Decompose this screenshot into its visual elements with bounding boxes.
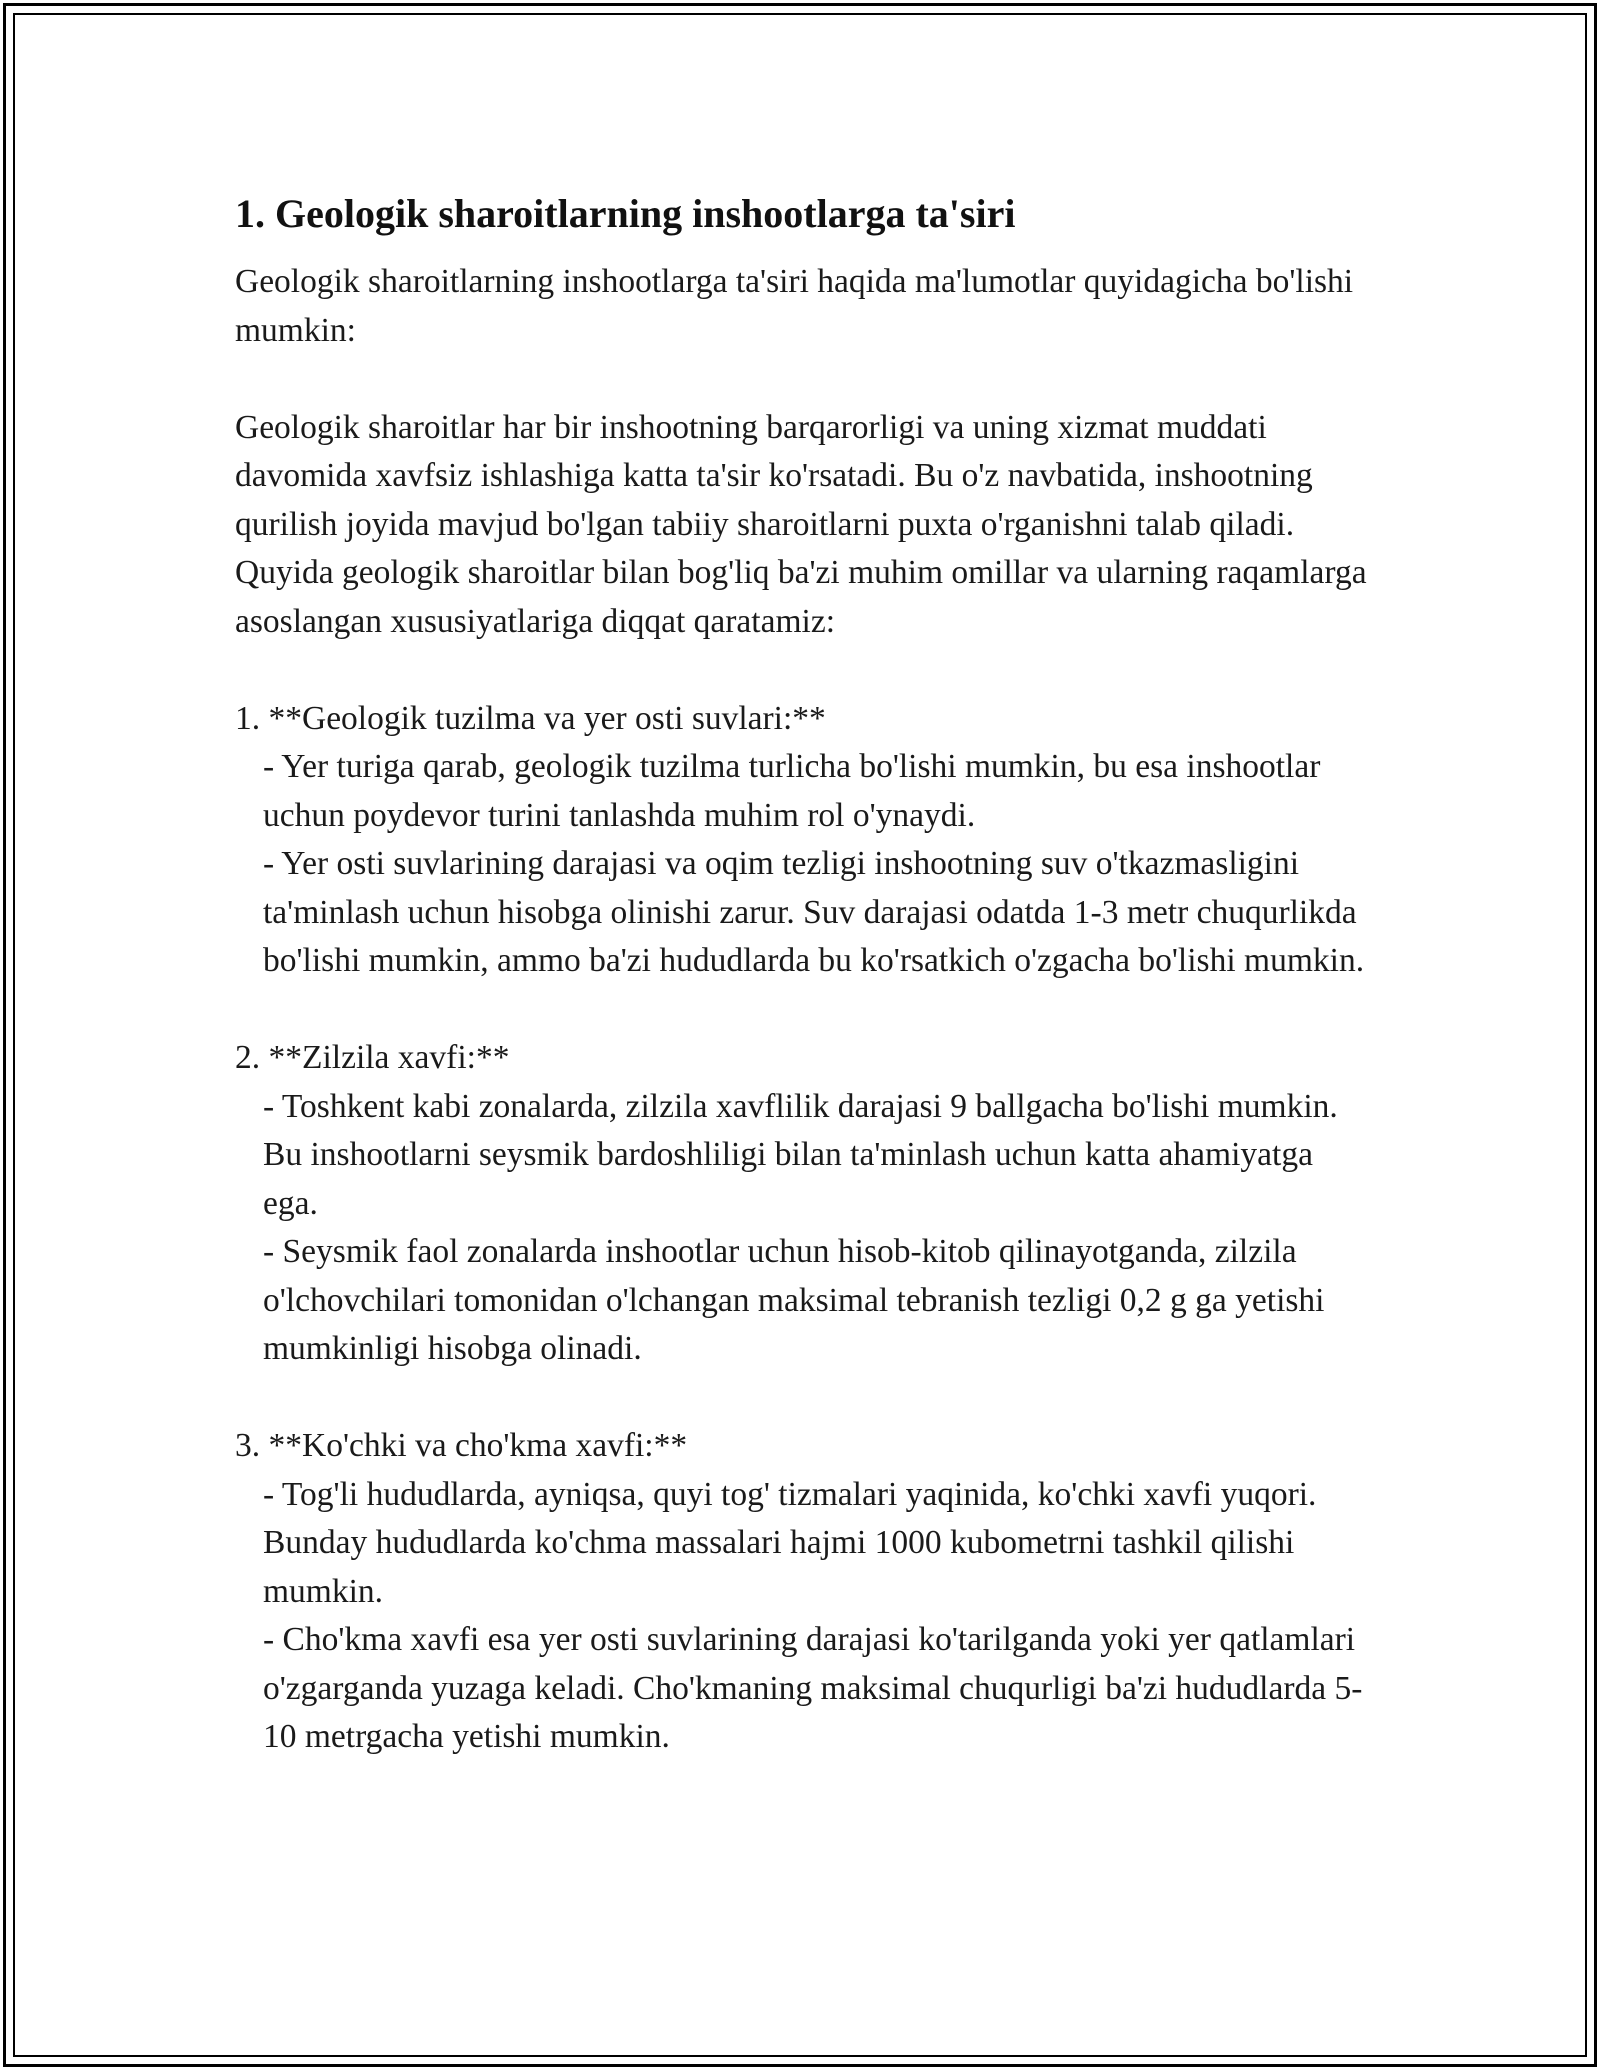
section-title: 3. **Ko'chki va cho'kma xavfi:** bbox=[235, 1427, 688, 1464]
section-earthquake bbox=[235, 1034, 1375, 1374]
main-paragraph: Geologik sharoitlar har bir inshootning barqarorligi va uning xizmat muddati davomida xavfsiz ishlashiga katta ta'sir ko'rsatadi. Bu o'z navbatida, inshootning qurilish joyida mavjud bo'lgan tabiiy sharoitlarni puxta o'rganishni talab qiladi. Quyida geologik sharoitlar bilan bog'liq ba'zi muhim omillar va ularning raqamlarga asoslangan xususiyatlariga diqqat qaratamiz: bbox=[235, 408, 1375, 640]
paragraph-spacer bbox=[235, 355, 1375, 404]
paragraph-spacer bbox=[235, 986, 1375, 1035]
section-title: 1. **Geologik tuzilma va yer osti suvlari:** bbox=[235, 699, 826, 737]
document-body bbox=[235, 184, 1375, 1762]
section-item: - Yer turiga qarab, geologik tuzilma turlicha bo'lishi mumkin, bu esa inshootlar uchun poydevor turini tanlashda muhim rol o'ynaydi. bbox=[263, 748, 1329, 834]
section-item: - Seysmik faol zonalarda inshootlar uchun hisob-kitob qilinayotganda, zilzila o'lchovchilari tomonidan o'lchangan maksimal tebranish tezligi 0,2 g ga yetishi mumkinligi hisobga olinadi. bbox=[263, 1233, 1333, 1367]
section-item: - Toshkent kabi zonalarda, zilzila xavflilik darajasi 9 ballgacha bo'lishi mumkin. Bu inshootlarni seysmik bardoshliligi bilan ta'minlash uchun katta ahamiyatga ega. bbox=[263, 1087, 1347, 1222]
section-item: - Tog'li hududlarda, ayniqsa, quyi tog' tizmalari yaqinida, ko'chki xavfi yuqori. Bunday hududlarda ko'chma massalari hajmi 1000 kubometrni tashkil qilishi mumkin. bbox=[263, 1475, 1325, 1610]
section-landslide bbox=[235, 1422, 1375, 1762]
section-title: 2. **Zilzila xavfi:** bbox=[235, 1039, 510, 1076]
section-item: - Yer osti suvlarining darajasi va oqim tezligi inshootning suv o'tkazmasligini ta'minlash uchun hisobga olinishi zarur. Suv darajasi odatda 1-3 metr chuqurlikda bo'lishi mumkin, ammo ba'zi hududlarda bu ko'rsatkich o'zgacha bo'lishi mumkin. bbox=[263, 845, 1365, 979]
document-heading: 1. Geologik sharoitlarning inshootlarga ta'siri bbox=[235, 191, 1016, 236]
section-item: - Cho'kma xavfi esa yer osti suvlarining darajasi ko'tarilganda yoki yer qatlamlari o'zgarganda yuzaga keladi. Cho'kmaning maksimal chuqurligi ba'zi hududlarda 5-10 metrgacha yetishi mumkin. bbox=[263, 1621, 1364, 1755]
paragraph-spacer bbox=[235, 646, 1375, 695]
intro-paragraph: Geologik sharoitlarning inshootlarga ta'siri haqida ma'lumotlar quyidagicha bo'lishi mumkin: bbox=[235, 263, 1362, 349]
section-geology bbox=[235, 695, 1375, 986]
paragraph-spacer bbox=[235, 1374, 1375, 1423]
